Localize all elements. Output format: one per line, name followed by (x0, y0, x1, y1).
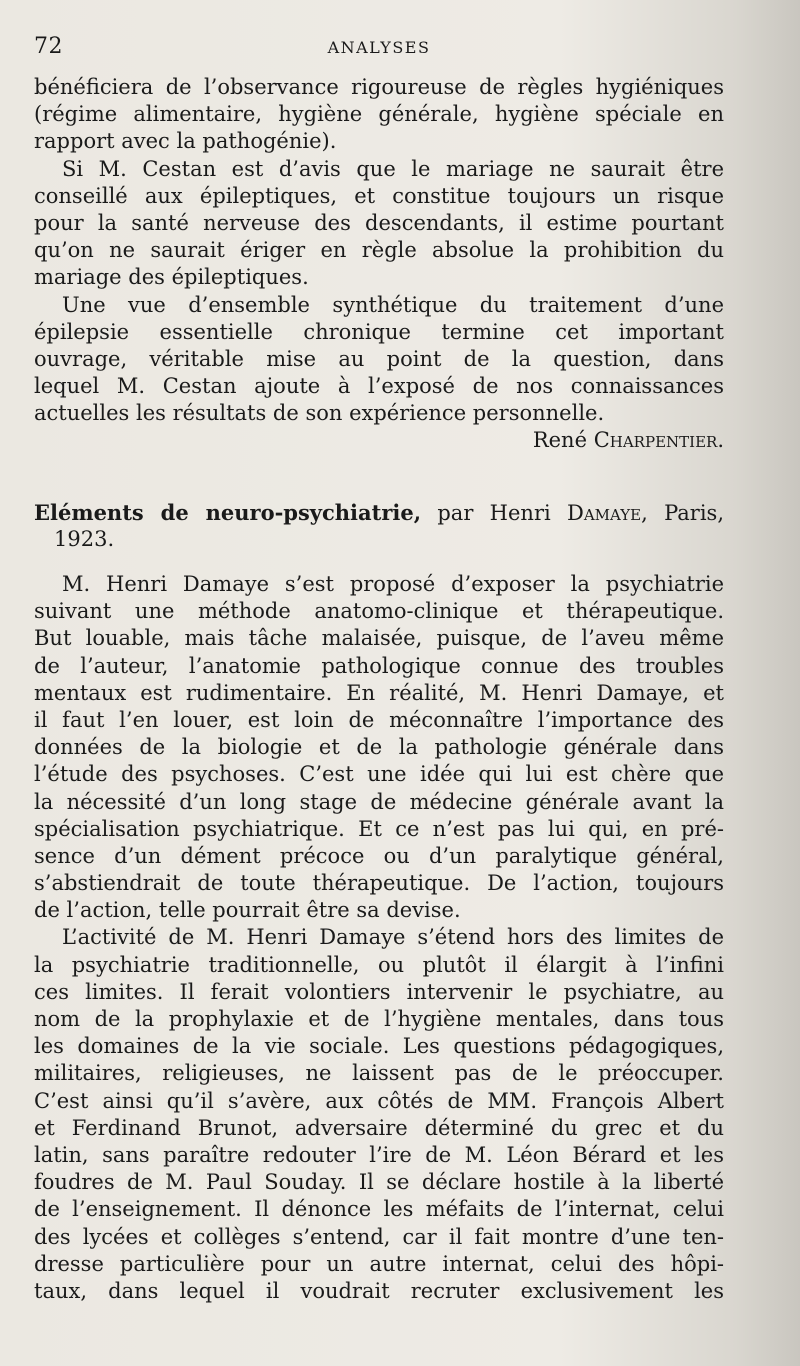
text-line: taux, dans lequel il voudrait recruter exclusivement les (34, 1278, 724, 1303)
text-line: de l’action, telle pourrait être sa devise. (34, 898, 461, 923)
text-line: suivant une méthode anatomo-clinique et thérapeutique. (34, 599, 724, 624)
author-last-name: Damaye, (567, 500, 648, 525)
text-line: les domaines de la vie sociale. Les questions pédagogiques, (34, 1034, 724, 1059)
text-line: de l’enseignement. Il dénonce les méfaits de l’internat, celui (34, 1197, 724, 1222)
text-line: dresse particulière pour un autre internat, celui des hôpi- (34, 1251, 724, 1276)
text-line: la nécessité d’un long stage de médecine générale avant la (34, 789, 724, 814)
text-line: L’activité de M. Henri Damaye s’étend hors des limites de (62, 925, 724, 950)
signature-first-name: René (532, 428, 588, 453)
text-line: actuelles les résultats de son expérience personnelle. (34, 401, 605, 426)
text-line: But louable, mais tâche malaisée, puisque, de l’aveu même (34, 626, 724, 651)
text-line: foudres de M. Paul Souday. Il se déclare hostile à la liberté (34, 1170, 724, 1195)
text-line: mariage des épileptiques. (34, 265, 309, 290)
running-head: ANALYSES (327, 38, 431, 57)
text-line: C’est ainsi qu’il s’avère, aux côtés de MM. François Albert (34, 1088, 724, 1113)
author-first-name: Henri (489, 500, 551, 525)
publication-year: 1923. (54, 526, 115, 551)
section-gap (34, 455, 724, 499)
text-line: militaires, religieuses, ne laissent pas de le préoccuper. (34, 1061, 724, 1086)
text-line: qu’on ne saurait ériger en règle absolue la prohibition du (34, 238, 724, 263)
text-line: (régime alimentaire, hygiène générale, hygiène spéciale en (34, 102, 724, 127)
text-line: sence d’un dément précoce ou d’un paralytique général, (34, 843, 724, 868)
text-line: mentaux est rudimentaire. En réalité, M. Henri Damaye, et (34, 680, 724, 705)
text-line: il faut l’en louer, est loin de méconnaître l’importance des (34, 707, 724, 732)
text-line: M. Henri Damaye s’est proposé d’exposer la psychiatrie (62, 572, 724, 596)
text-line: pour la santé nerveuse des descendants, il estime pourtant (34, 210, 724, 235)
text-line: conseillé aux épileptiques, et constitue toujours un risque (34, 183, 724, 208)
text-line: et Ferdinand Brunot, adversaire déterminé du grec et du (34, 1115, 724, 1140)
signature-last-name: Charpentier. (593, 428, 724, 453)
text-line: nom de la prophylaxie et de l’hygiène mentales, dans tous (34, 1007, 724, 1031)
text-line: ces limites. Il ferait volontiers intervenir le psychiatre, au (34, 979, 724, 1004)
review-signature (34, 427, 724, 454)
text-line: ouvrage, véritable mise au point de la question, dans (34, 346, 724, 371)
page-header (34, 34, 724, 74)
text-line: Si M. Cestan est d’avis que le mariage ne saurait être (62, 156, 724, 181)
text-block (34, 74, 724, 1305)
text-line: données de la biologie et de la pathologie générale dans (34, 735, 724, 760)
review-heading (34, 499, 724, 526)
section-gap (34, 553, 724, 571)
text-line: latin, sans paraître redouter l’ire de M. Léon Bérard et les (34, 1142, 724, 1167)
text-line: des lycées et collèges s’entend, car il fait montre d’une ten- (34, 1224, 724, 1249)
by-word: par (437, 500, 474, 525)
text-line: épilepsie essentielle chronique termine cet important (34, 319, 724, 344)
text-line: s’abstiendrait de toute thérapeutique. De l’action, toujours (34, 871, 724, 896)
text-line: l’étude des psychoses. C’est une idée qui lui est chère que (34, 762, 724, 787)
publication-place: Paris, (664, 500, 724, 525)
text-line: bénéficiera de l’observance rigoureuse de règles hygiéniques (34, 75, 724, 99)
text-line: rapport avec la pathogénie). (34, 129, 337, 154)
book-title: Eléments de neuro-psychiatrie, (34, 499, 422, 525)
text-line: spécialisation psychiatrique. Et ce n’est pas lui qui, en pré- (34, 816, 724, 841)
text-line: de l’auteur, l’anatomie pathologique connue des troubles (34, 653, 724, 678)
page-number: 72 (34, 34, 63, 59)
text-line: lequel M. Cestan ajoute à l’exposé de nos connaissances (34, 374, 724, 399)
text-line: Une vue d’ensemble synthétique du traitement d’une (62, 292, 724, 317)
text-line: la psychiatrie traditionnelle, ou plutôt il élargit à l’infini (34, 952, 724, 977)
